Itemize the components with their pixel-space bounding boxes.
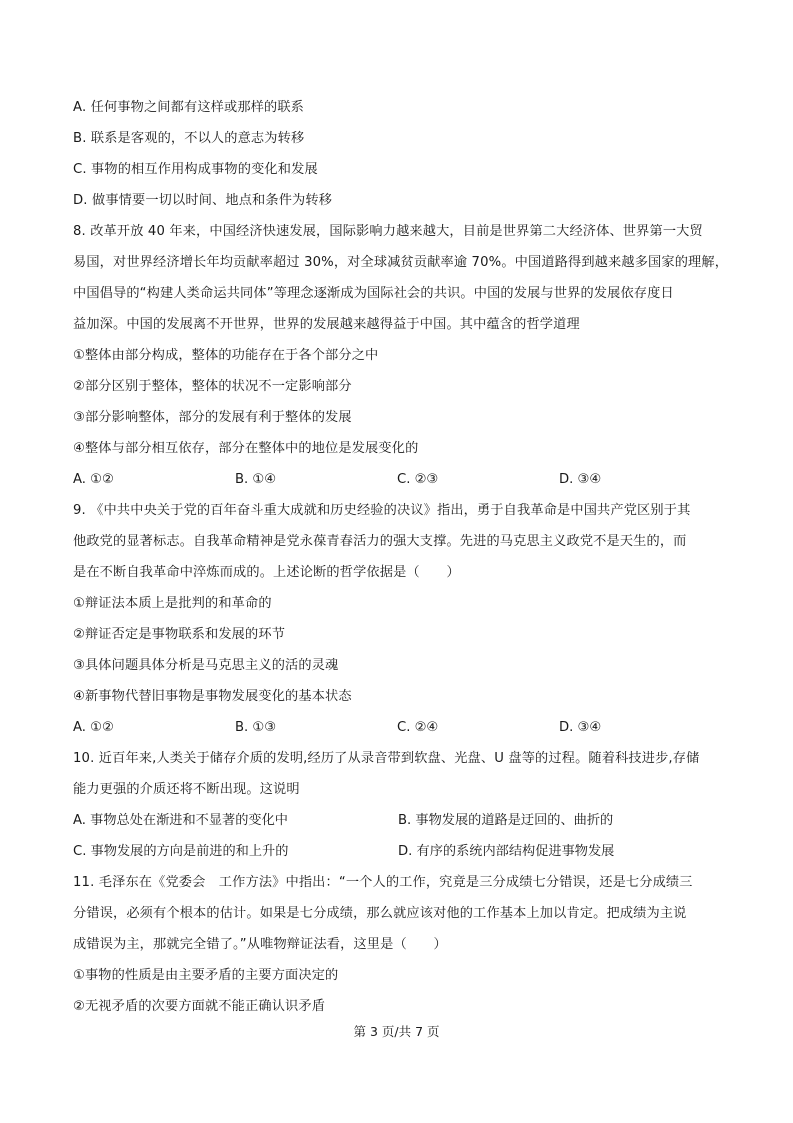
q8-item-3: ③部分影响整体，部分的发展有利于整体的发展 [73, 410, 352, 425]
q8-stem-line-3: 中国倡导的“构建人类命运共同体”等理念逐渐成为国际社会的共识。中国的发展与世界的发展依存度日 [73, 286, 674, 301]
q8-option-b: B. ①④ [235, 472, 277, 487]
q7-option-d: D. 做事情要一切以时间、地点和条件为转移 [73, 193, 333, 208]
q9-item-3: ③具体问题具体分析是马克思主义的活的灵魂 [73, 658, 339, 673]
q11-stem-line-1: 11. 毛泽东在《党委会 工作方法》中指出：“一个人的工作，究竟是三分成绩七分错误，还是七分成绩三 [73, 875, 693, 890]
q8-stem-line-2: 易国，对世界经济增长年均贡献率超过 30%，对全球减贫贡献率逾 70%。中国道路得到越来越多国家的理解， [73, 255, 729, 270]
q8-option-d: D. ③④ [559, 472, 602, 487]
q9-options [73, 712, 723, 743]
q9-stem-line-1: 9. 《中共中央关于党的百年奋斗重大成就和历史经验的决议》指出，勇于自我革命是中国共产党区别于其 [73, 503, 691, 518]
q8-options [73, 464, 723, 495]
page-content [73, 92, 729, 1022]
q9-item-1: ①辩证法本质上是批判的和革命的 [73, 596, 272, 611]
q9-option-b: B. ①③ [235, 720, 277, 735]
q7-option-c: C. 事物的相互作用构成事物的变化和发展 [73, 162, 318, 177]
q10-option-a: A. 事物总处在渐进和不显著的变化中 [73, 813, 288, 828]
q10-options-row-1 [73, 805, 723, 836]
q8-option-c: C. ②③ [397, 472, 439, 487]
q9-stem-line-2: 他政党的显著标志。自我革命精神是党永葆青春活力的强大支撑。先进的马克思主义政党不是天生的，而 [73, 534, 687, 549]
q10-option-d: D. 有序的系统内部结构促进事物发展 [398, 844, 615, 859]
q8-option-a: A. ①② [73, 472, 114, 487]
page-number-footer: 第 3 页/共 7 页 [353, 1024, 440, 1039]
q9-option-a: A. ①② [73, 720, 114, 735]
q10-option-b: B. 事物发展的道路是迂回的、曲折的 [398, 813, 614, 828]
q8-stem-line-4: 益加深。中国的发展离不开世界，世界的发展越来越得益于中国。其中蕴含的哲学道理 [73, 317, 580, 332]
q8-stem-line-1: 8. 改革开放 40 年来，中国经济快速发展，国际影响力越来越大，目前是世界第二大经济体、世界第一大贸 [73, 224, 703, 239]
q7-option-a: A. 任何事物之间都有这样或那样的联系 [73, 100, 305, 115]
q8-item-2: ②部分区别于整体，整体的状况不一定影响部分 [73, 379, 352, 394]
q11-item-2: ②无视矛盾的次要方面就不能正确认识矛盾 [73, 999, 326, 1014]
q7-option-b: B. 联系是客观的，不以人的意志为转移 [73, 131, 305, 146]
q10-stem-line-1: 10. 近百年来,人类关于储存介质的发明,经历了从录音带到软盘、光盘、U 盘等的过程。随着科技进步,存储 [73, 751, 700, 766]
q8-item-1: ①整体由部分构成，整体的功能存在于各个部分之中 [73, 348, 379, 363]
q10-option-c: C. 事物发展的方向是前进的和上升的 [73, 844, 289, 859]
q8-item-4: ④整体与部分相互依存，部分在整体中的地位是发展变化的 [73, 441, 419, 456]
q11-stem-line-3: 成错误为主，那就完全错了。”从唯物辩证法看，这里是（ ） [73, 937, 447, 952]
q10-stem-line-2: 能力更强的介质还将不断出现。这说明 [73, 782, 300, 797]
q9-stem-line-3: 是在不断自我革命中淬炼而成的。上述论断的哲学依据是（ ） [73, 565, 460, 580]
q9-item-2: ②辩证否定是事物联系和发展的环节 [73, 627, 286, 642]
q10-options-row-2 [73, 836, 723, 867]
q11-item-1: ①事物的性质是由主要矛盾的主要方面决定的 [73, 968, 339, 983]
q11-stem-line-2: 分错误，必须有个根本的估计。如果是七分成绩，那么就应该对他的工作基本上加以肯定。把成绩为主说 [73, 906, 687, 921]
q9-option-d: D. ③④ [559, 720, 602, 735]
q9-item-4: ④新事物代替旧事物是事物发展变化的基本状态 [73, 689, 352, 704]
q9-option-c: C. ②④ [397, 720, 439, 735]
